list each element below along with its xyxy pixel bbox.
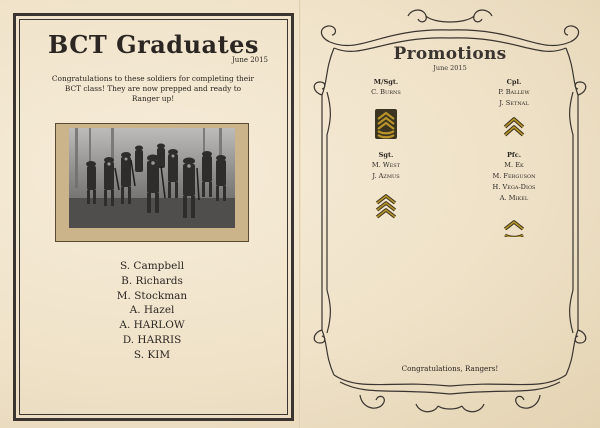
- soldiers-marching-photo: [69, 128, 235, 228]
- rank-title: Sgt.: [378, 151, 394, 159]
- bct-intro-text: Congratulations to these soldiers for completing their BCT class! They are now prepped and ready to Ranger up!: [51, 74, 255, 103]
- sergeant-insignia-icon: [375, 193, 397, 219]
- promoted-name: M. West: [371, 161, 401, 169]
- graduate-name: S. KIM: [133, 348, 171, 361]
- promoted-name: J. Setnal: [499, 99, 529, 107]
- graduate-name: A. HARLOW: [119, 319, 185, 332]
- promoted-name: A. Mikel: [499, 194, 529, 202]
- promoted-name: M. Ferguson: [492, 172, 536, 180]
- graduate-name: M. Stockman: [116, 289, 188, 302]
- promoted-name: M. Ek: [504, 161, 524, 169]
- graduate-name: S. Campbell: [119, 260, 185, 272]
- promoted-name: P. Ballew: [498, 88, 530, 96]
- promotions-date: June 2015: [433, 64, 467, 72]
- corporal-insignia-icon: [503, 115, 525, 137]
- promotions-title: Promotions: [393, 44, 507, 64]
- bct-graduates-title: BCT Graduates: [48, 30, 259, 59]
- promoted-name: J. Azmus: [372, 172, 400, 180]
- promoted-name: H. Vega-Dios: [492, 183, 536, 191]
- graduate-names-list: [100, 259, 204, 363]
- bct-date: June 2015: [232, 56, 269, 64]
- rank-group-pfc: [478, 150, 550, 204]
- rank-title: Pfc.: [506, 151, 522, 159]
- private-first-class-insignia-icon: [503, 219, 525, 237]
- rank-group-msgt: [350, 77, 422, 98]
- graduate-name: B. Richards: [121, 274, 183, 287]
- rank-group-sgt: [350, 150, 422, 182]
- rank-group-cpl: [478, 77, 550, 109]
- photo-mat: [55, 123, 249, 242]
- promoted-name: C. Burns: [371, 88, 401, 96]
- graduate-name: D. HARRIS: [122, 333, 182, 346]
- master-sergeant-insignia-icon: [375, 109, 397, 139]
- graduate-name: A. Hazel: [129, 304, 175, 317]
- rank-title: Cpl.: [506, 78, 522, 86]
- closing-message: Congratulations, Rangers!: [401, 364, 499, 373]
- rank-title: M/Sgt.: [373, 78, 399, 86]
